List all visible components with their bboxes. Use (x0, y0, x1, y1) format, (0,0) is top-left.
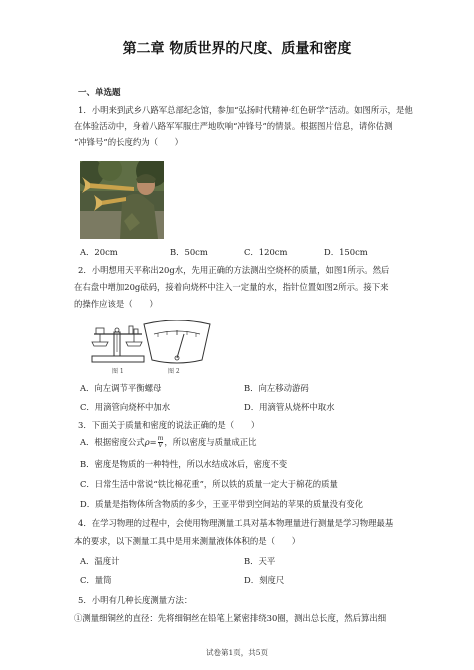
q1-option-c: C．120cm (244, 247, 288, 257)
q3-option-a-suffix: ，所以密度与质量成正比 (164, 437, 257, 447)
q2-line-2: 在右盘中增加20g砝码，接着向烧杯中注入一定量的水，指针位置如图2所示。接下来 (74, 282, 389, 292)
q4-option-d: D．刻度尺 (244, 575, 285, 585)
bugle-soldier-photo (80, 161, 164, 239)
q4-option-a: A．温度计 (80, 556, 120, 566)
q3-option-a (80, 436, 256, 449)
q3-option-a-prefix: A．根据密度公式 (80, 437, 145, 447)
q4-line-2: 本的要求，以下测量工具中是用来测量液体体积的是（ ） (74, 536, 301, 546)
q5-line-1: ①测量细铜丝的直径：先将细铜丝在铅笔上紧密排绕30圈，测出总长度，然后算出细 (74, 613, 387, 623)
q4-option-b: B．天平 (244, 556, 276, 566)
q3-option-c: C．日常生活中常说“铁比棉花重”，所以铁的质量一定大于棉花的质量 (80, 479, 338, 489)
q1-option-b: B．50cm (170, 247, 208, 257)
q1-line-1: 1．小明来到武乡八路军总部纪念馆，参加“弘扬时代精神·红色研学”活动。如图所示，是他 (78, 105, 413, 115)
figure-1-balance (88, 318, 148, 368)
q4-option-c: C．量筒 (80, 575, 112, 585)
formula-denominator: V (158, 442, 163, 449)
page-footer: 试卷第1页，共5页 (205, 648, 269, 657)
q1-option-a: A．20cm (80, 247, 118, 257)
q2-option-b: B．向左移动游码 (244, 383, 309, 393)
q2-line-1: 2．小明想用天平称出20g水，先用正确的方法测出空烧杯的质量，如图1所示。然后 (78, 265, 390, 275)
q2-line-3: 的操作应该是（ ） (74, 299, 158, 309)
density-symbol: ρ= (144, 437, 157, 447)
page-title: 第二章 物质世界的尺度、质量和密度 (122, 41, 352, 57)
q3-option-b: B．密度是物质的一种特性，所以水结成冰后，密度不变 (80, 459, 288, 469)
q2-option-d: D．用滴管从烧杯中取水 (244, 402, 335, 412)
q4-line-1: 4．在学习物理的过程中，会使用物理测量工具对基本物理量进行测量是学习物理最基 (78, 518, 394, 528)
q3-stem: 3．下面关于质量和密度的说法正确的是（ ） (78, 420, 260, 430)
figure-2-pointer-scale (140, 320, 214, 370)
q2-option-a: A．向左调节平衡螺母 (80, 383, 162, 393)
figure-1-label: 图 1 (112, 368, 124, 375)
density-formula-fraction (158, 436, 164, 449)
section-heading: 一、单选题 (78, 88, 121, 98)
figure-2-label: 图 2 (168, 368, 180, 375)
q3-option-d: D．质量是指物体所含物质的多少，王亚平带到空间站的苹果的质量没有变化 (80, 499, 364, 509)
q2-option-c: C．用滴管向烧杯中加水 (80, 402, 171, 412)
q5-stem: 5．小明有几种长度测量方法： (78, 595, 193, 605)
formula-numerator: m (157, 435, 164, 442)
q1-line-3: “冲锋号”的长度约为（ ） (74, 137, 184, 147)
q1-option-d: D．150cm (324, 247, 368, 257)
q1-line-2: 在体验活动中，身着八路军军服庄严地吹响“冲锋号”的情景。根据图片信息，请你估测 (74, 121, 393, 131)
